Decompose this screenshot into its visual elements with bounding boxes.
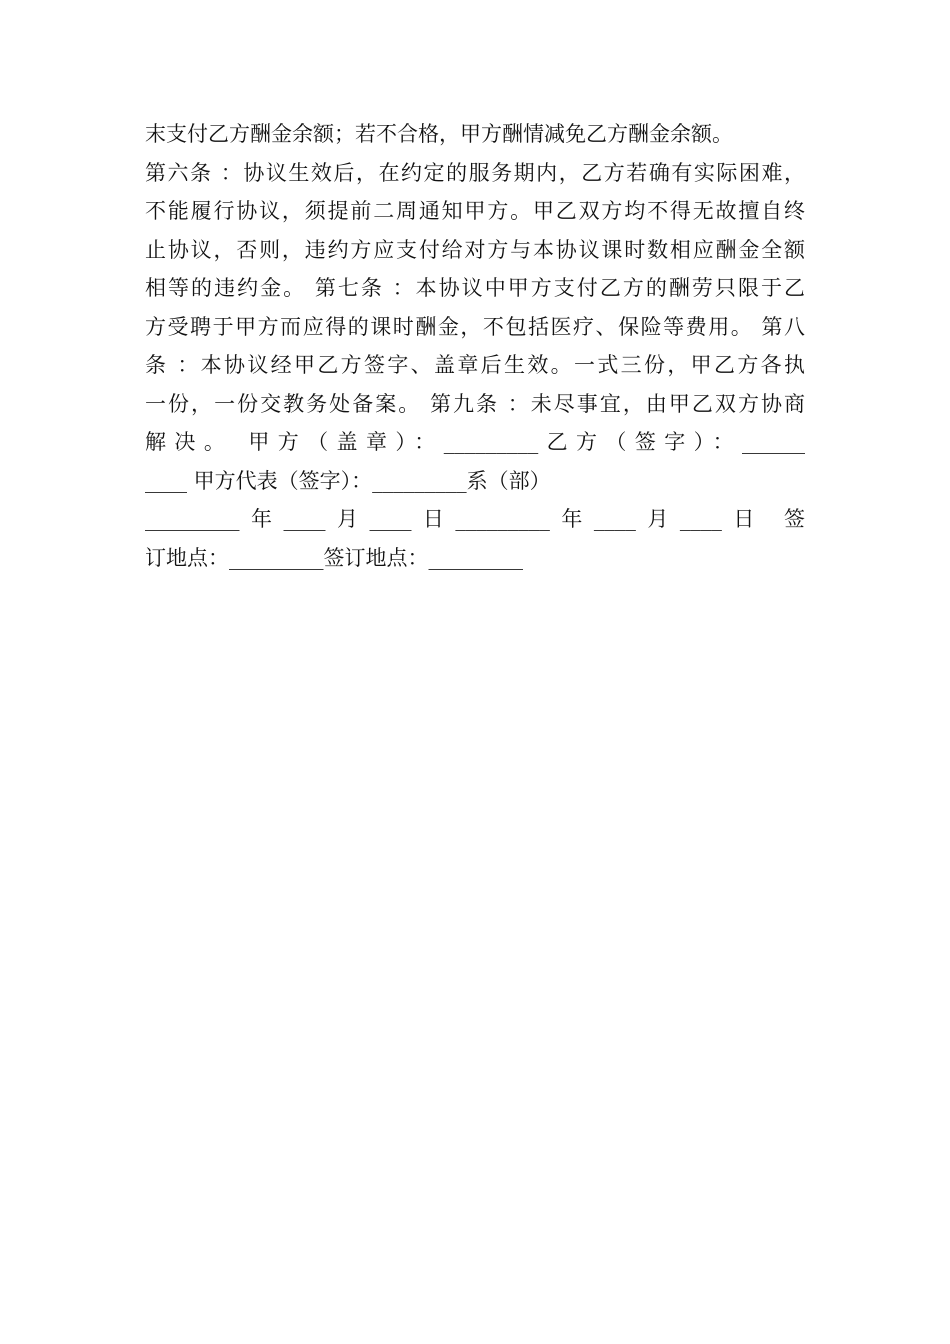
text-line: 解决。 甲方（盖章）：_________乙方（签字）：______ [145,430,805,454]
text-line: _________年____月____日_________年____月____日 签 [145,507,805,531]
text-line: 不能履行协议，须提前二周通知甲方。甲乙双方均不得无故擅自终 [145,199,805,223]
text-line: 相等的违约金。 第七条 ：本协议中甲方支付乙方的酬劳只限于乙 [145,276,805,300]
text-line: 一份，一份交教务处备案。 第九条 ：未尽事宜，由甲乙双方协商 [145,391,805,416]
text-line: 止协议，否则，违约方应支付给对方与本协议课时数相应酬金全额 [145,237,805,262]
text-line: 条 ：本协议经甲乙方签字、盖章后生效。一式三份，甲乙方各执 [145,353,805,377]
text-line: 第六条 ：协议生效后，在约定的服务期内，乙方若确有实际困难， [145,160,805,185]
text-line: 订地点：_________签订地点：_________ [145,545,523,570]
text-line: 方受聘于甲方而应得的课时酬金，不包括医疗、保险等费用。 第八 [145,314,805,339]
agreement-text [145,115,805,577]
text-line: 末支付乙方酬金余额；若不合格，甲方酬情减免乙方酬金余额。 [145,122,733,146]
text-line: ____ 甲方代表（签字）：_________系（部） [145,468,551,493]
